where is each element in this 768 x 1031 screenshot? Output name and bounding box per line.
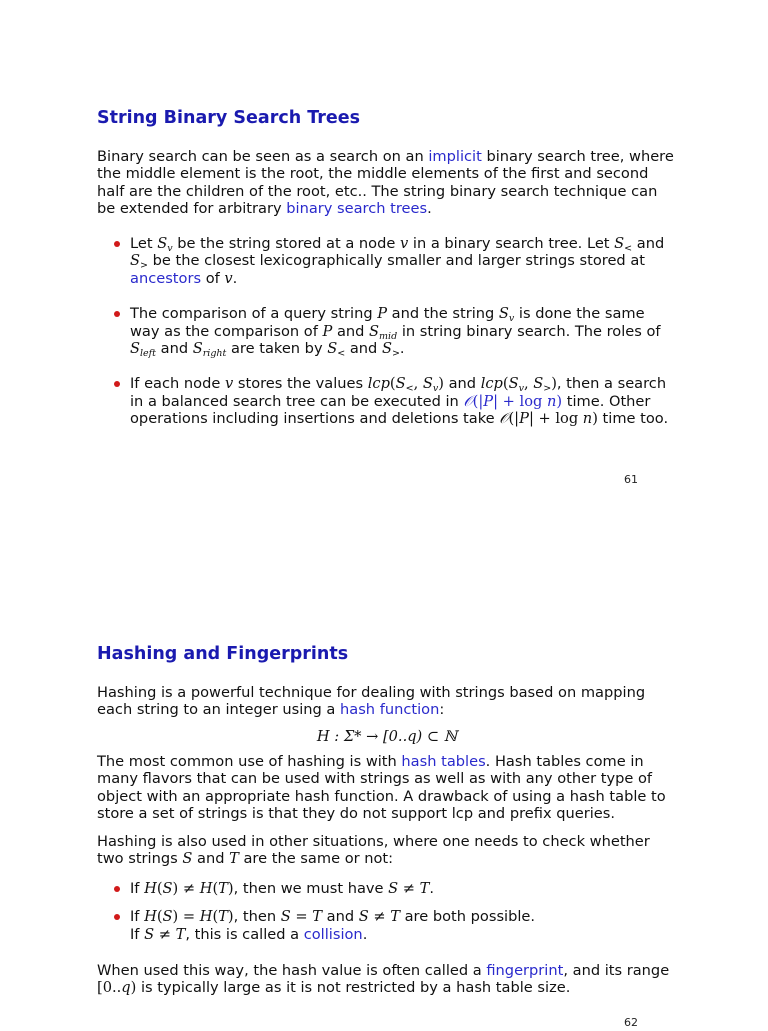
binary-search-trees-link[interactable]: binary search trees <box>286 200 428 218</box>
slide2-intro-paragraph: Hashing is a powerful technique for dealing with strings based on mapping each string to an integer using a hash function: <box>97 684 646 719</box>
page-number-2: 62 <box>624 1016 638 1029</box>
bullet-icon <box>114 241 120 247</box>
slide2-paragraph-4: When used this way, the hash value is often called a fingerprint, and its range [0..q) is typically large as it is not restricted by a hash table size. <box>97 962 670 997</box>
slide2-paragraph-3: Hashing is also used in other situations, where one needs to check whether two strings S and T are the same or not: <box>97 833 650 868</box>
hash-equation: H : Σ* → [0..q) ⊂ ℕ <box>316 728 458 745</box>
slide2-title: Hashing and Fingerprints <box>97 644 349 664</box>
slide2-paragraph-2: The most common use of hashing is with hash tables. Hash tables come in many flavors that can be used with strings as well as with any other type of object with an appropriate hash function. A drawback of using a hash table to store a set of strings is that they do not support lcp and prefix queries. <box>97 753 666 823</box>
slide1-bullet-3: If each node v stores the values $lcp(S_<$, $S_v$) and $lcp(S_v$, $S_>$), then a search in a balanced search tree can be executed in 𝒪(|P| + log n) time. Other operations including insertions and deletions take 𝒪(|P| + log n) time too. <box>97 375 677 427</box>
bullet-icon <box>114 381 120 387</box>
ancestors-link[interactable]: ancestors <box>130 269 202 287</box>
hash-function-link[interactable]: hash function <box>340 701 440 719</box>
bullet-icon <box>114 311 120 317</box>
slide1-title: String Binary Search Trees <box>97 108 361 128</box>
bullet-icon <box>114 886 120 892</box>
slide2-bullet-list <box>97 880 677 943</box>
slide1-bullet-list <box>97 235 677 428</box>
fingerprint-link[interactable]: fingerprint <box>486 962 564 979</box>
complexity-link[interactable]: 𝒪(|P| + log n) <box>463 392 563 410</box>
implicit-link[interactable]: implicit <box>428 148 482 165</box>
slide2-bullet-1: If H(S) ≠ H(T), then we must have S ≠ T. <box>97 880 677 897</box>
bullet-icon <box>114 914 120 920</box>
slide2-bullet-2: If H(S) = H(T), then S = T and S ≠ T are both possible. If S ≠ T, this is called a collision. <box>97 908 677 943</box>
collision-link[interactable]: collision <box>303 925 363 943</box>
hash-tables-link[interactable]: hash tables <box>401 753 486 770</box>
slide1-intro-paragraph: Binary search can be seen as a search on an implicit binary search tree, where the middle element is the root, the middle elements of the first and second half are the children of the root, etc.. The string binary search technique can be extended for arbitrary binary search trees. <box>97 148 674 218</box>
slide1-bullet-1: Let $S_v$ be the string stored at a node v in a binary search tree. Let $S_<$ and $S_>$ be the closest lexicographically smaller and larger strings stored at ancestors of v. <box>97 235 677 287</box>
page-number: 61 <box>624 473 638 486</box>
slide1-bullet-2: The comparison of a query string P and the string $S_v$ is done the same way as the comparison of P and $S_{mid}$ in string binary search. The roles of $S_{left}$ and $S_{right}$ are taken by $S_<$ and $S_>$. <box>97 305 677 357</box>
